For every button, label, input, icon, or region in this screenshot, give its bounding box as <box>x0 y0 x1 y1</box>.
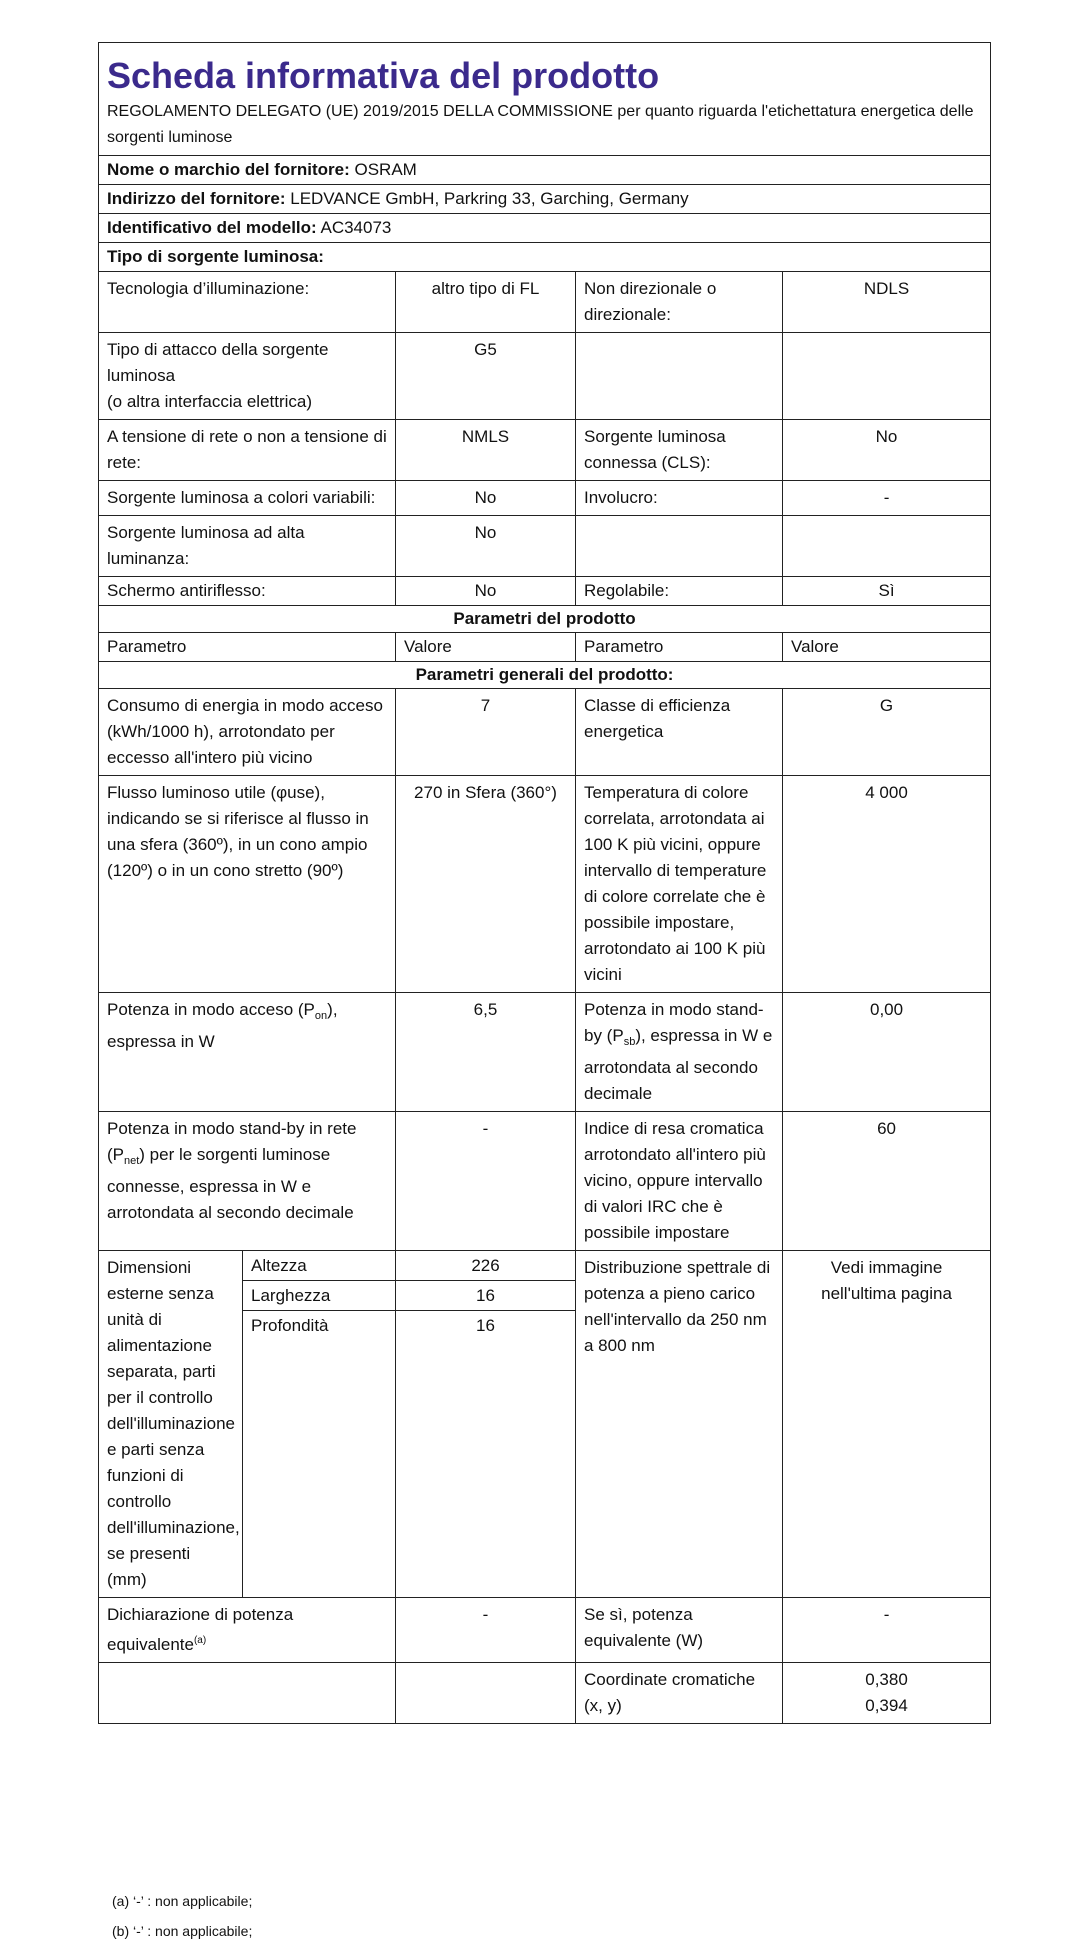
envelope-label: Involucro: <box>576 481 783 516</box>
params-heading: Parametri del prodotto <box>99 606 991 633</box>
cri-value: 60 <box>783 1112 991 1251</box>
class-label: Classe di efficienza energetica <box>576 689 783 776</box>
dimmable-label: Regolabile: <box>576 577 783 606</box>
mains-value: NMLS <box>396 420 576 481</box>
footnote-a: (a) ‘-’ : non applicabile; <box>112 1893 253 1909</box>
class-value: G <box>783 689 991 776</box>
empty-cell <box>783 333 991 420</box>
general-heading: Parametri generali del prodotto: <box>99 662 991 689</box>
empty-cell <box>576 516 783 577</box>
param-row-dimensions <box>99 1251 991 1598</box>
col-param-1: Parametro <box>99 633 396 662</box>
psb-subscript: sb <box>623 1036 636 1048</box>
directional-value: NDLS <box>783 272 991 333</box>
empty-cell <box>783 516 991 577</box>
pon-label-a: Potenza in modo acceso (P <box>107 1000 315 1019</box>
height-value: 226 <box>396 1251 575 1281</box>
dims-label: Dimensioni esterne senza unità di alimentazione separata, parti per il controllo dell'illuminazione e parti senza funzioni di controllo dell'illuminazione, se presenti (mm) <box>99 1251 243 1598</box>
param-row-energy <box>99 689 991 776</box>
dims-values <box>396 1251 575 1340</box>
source-row-cap <box>99 333 991 420</box>
supplier-address-cell <box>99 185 991 214</box>
pon-label-b: ), espressa in W <box>107 1000 338 1051</box>
params-heading-row <box>99 606 991 633</box>
pon-value: 6,5 <box>396 993 576 1112</box>
source-row-technology <box>99 272 991 333</box>
pnet-label-a: Potenza in modo stand-by in rete (P <box>107 1119 357 1164</box>
pnet-subscript: net <box>124 1155 140 1167</box>
empty-cell <box>396 1663 576 1724</box>
supplier-name-value: OSRAM <box>354 160 417 179</box>
tech-value: altro tipo di FL <box>396 272 576 333</box>
col-value-2: Valore <box>783 633 991 662</box>
product-sheet-table <box>98 42 991 1724</box>
dimmable-value: Sì <box>783 577 991 606</box>
source-row-high-luminance <box>99 516 991 577</box>
col-param-2: Parametro <box>576 633 783 662</box>
height-label: Altezza <box>243 1251 395 1281</box>
cap-label: Tipo di attacco della sorgente luminosa <box>107 340 329 385</box>
mains-label: A tensione di rete o non a tensione di rete: <box>99 420 396 481</box>
supplier-name-cell <box>99 156 991 185</box>
param-row-chromaticity <box>99 1663 991 1724</box>
regulation-text: REGOLAMENTO DELEGATO (UE) 2019/2015 DELLA COMMISSIONE per quanto riguarda l'etichettatura energetica delle sorgenti luminose <box>107 103 974 146</box>
hl-label: Sorgente luminosa ad alta luminanza: <box>99 516 396 577</box>
dims-names-cell <box>243 1251 396 1598</box>
supplier-address-row <box>99 185 991 214</box>
depth-label: Profondità <box>251 1316 329 1335</box>
model-id-label: Identificativo del modello: <box>107 218 317 237</box>
equiv-w-label: Se sì, potenza equivalente (W) <box>576 1598 783 1663</box>
pnet-label-b: ) per le sorgenti luminose connesse, espressa in W e arrotondata al secondo decimale <box>107 1145 354 1222</box>
pon-subscript: on <box>314 1010 328 1022</box>
cap-value: G5 <box>396 333 576 420</box>
energy-label: Consumo di energia in modo acceso (kWh/1000 h), arrotondato per eccesso all'intero più vicino <box>99 689 396 776</box>
equiv-label-cell <box>99 1598 396 1663</box>
model-id-row <box>99 214 991 243</box>
cls-label: Sorgente luminosa connessa (CLS): <box>576 420 783 481</box>
source-type-heading-row <box>99 243 991 272</box>
psb-label <box>576 993 783 1112</box>
psb-label-b: ), espressa in W e arrotondata al secondo decimale <box>584 1026 773 1103</box>
glare-value: No <box>396 577 576 606</box>
width-value: 16 <box>396 1281 575 1311</box>
depth-value: 16 <box>476 1316 495 1335</box>
dims-names <box>243 1251 395 1340</box>
psb-value: 0,00 <box>783 993 991 1112</box>
source-row-colour <box>99 481 991 516</box>
pnet-label <box>99 1112 396 1251</box>
cls-value: No <box>783 420 991 481</box>
glare-label: Schermo antiriflesso: <box>99 577 396 606</box>
param-row-equivalent <box>99 1598 991 1663</box>
supplier-address-value: LEDVANCE GmbH, Parkring 33, Garching, Germany <box>290 189 689 208</box>
spd-value: Vedi immagine nell'ultima pagina <box>783 1251 991 1598</box>
cap-label-note: (o altra interfaccia elettrica) <box>107 392 313 411</box>
source-row-glare <box>99 577 991 606</box>
source-row-mains <box>99 420 991 481</box>
width-label: Larghezza <box>243 1281 395 1311</box>
title-row <box>99 43 991 156</box>
colour-value: No <box>396 481 576 516</box>
param-row-net-standby <box>99 1112 991 1251</box>
footnote-b: (b) ‘-’ : non applicabile; <box>112 1923 253 1939</box>
tech-label: Tecnologia d’illuminazione: <box>99 272 396 333</box>
empty-cell <box>99 1663 396 1724</box>
envelope-value: - <box>783 481 991 516</box>
chroma-x: 0,380 <box>865 1670 908 1689</box>
model-id-cell <box>99 214 991 243</box>
supplier-name-label: Nome o marchio del fornitore: <box>107 160 350 179</box>
source-type-heading: Tipo di sorgente luminosa: <box>99 243 991 272</box>
empty-cell <box>576 333 783 420</box>
spd-label: Distribuzione spettrale di potenza a pieno carico nell'intervallo da 250 nm a 800 nm <box>576 1251 783 1598</box>
title-cell <box>99 43 991 156</box>
chroma-label: Coordinate cromatiche (x, y) <box>576 1663 783 1724</box>
page-title: Scheda informativa del prodotto <box>107 55 660 96</box>
equiv-w-value: - <box>783 1598 991 1663</box>
cap-label-cell <box>99 333 396 420</box>
pnet-value: - <box>396 1112 576 1251</box>
flux-label: Flusso luminoso utile (φuse), indicando se si riferisce al flusso in una sfera (360º), in un cono ampio (120º) o in un cono stretto (90º) <box>99 776 396 993</box>
param-row-flux <box>99 776 991 993</box>
equiv-footnote-mark: (a) <box>193 1635 207 1646</box>
psb-label-a: Potenza in modo stand-by (P <box>584 1000 764 1045</box>
param-row-power <box>99 993 991 1112</box>
product-information-sheet <box>98 42 990 1724</box>
chroma-y: 0,394 <box>865 1696 908 1715</box>
chroma-value-cell <box>783 1663 991 1724</box>
pon-label <box>99 993 396 1112</box>
cct-label: Temperatura di colore correlata, arrotondata ai 100 K più vicini, oppure intervallo di temperature di colore correlate che è possibile impostare, arrotondato ai 100 K più vicini <box>576 776 783 993</box>
cct-value: 4 000 <box>783 776 991 993</box>
flux-value: 270 in Sfera (360°) <box>396 776 576 993</box>
general-heading-row <box>99 662 991 689</box>
equiv-value: - <box>396 1598 576 1663</box>
supplier-address-label: Indirizzo del fornitore: <box>107 189 286 208</box>
cri-label: Indice di resa cromatica arrotondato all'intero più vicino, oppure intervallo di valori IRC che è possibile impostare <box>576 1112 783 1251</box>
footnotes <box>112 1886 252 1946</box>
model-id-value: AC34073 <box>320 218 392 237</box>
hl-value: No <box>396 516 576 577</box>
col-value-1: Valore <box>396 633 576 662</box>
directional-label: Non direzionale o direzionale: <box>576 272 783 333</box>
supplier-name-row <box>99 156 991 185</box>
equiv-label: Dichiarazione di potenza equivalente <box>107 1605 294 1654</box>
colour-label: Sorgente luminosa a colori variabili: <box>99 481 396 516</box>
dims-values-cell <box>396 1251 576 1598</box>
energy-value: 7 <box>396 689 576 776</box>
params-header-row <box>99 633 991 662</box>
